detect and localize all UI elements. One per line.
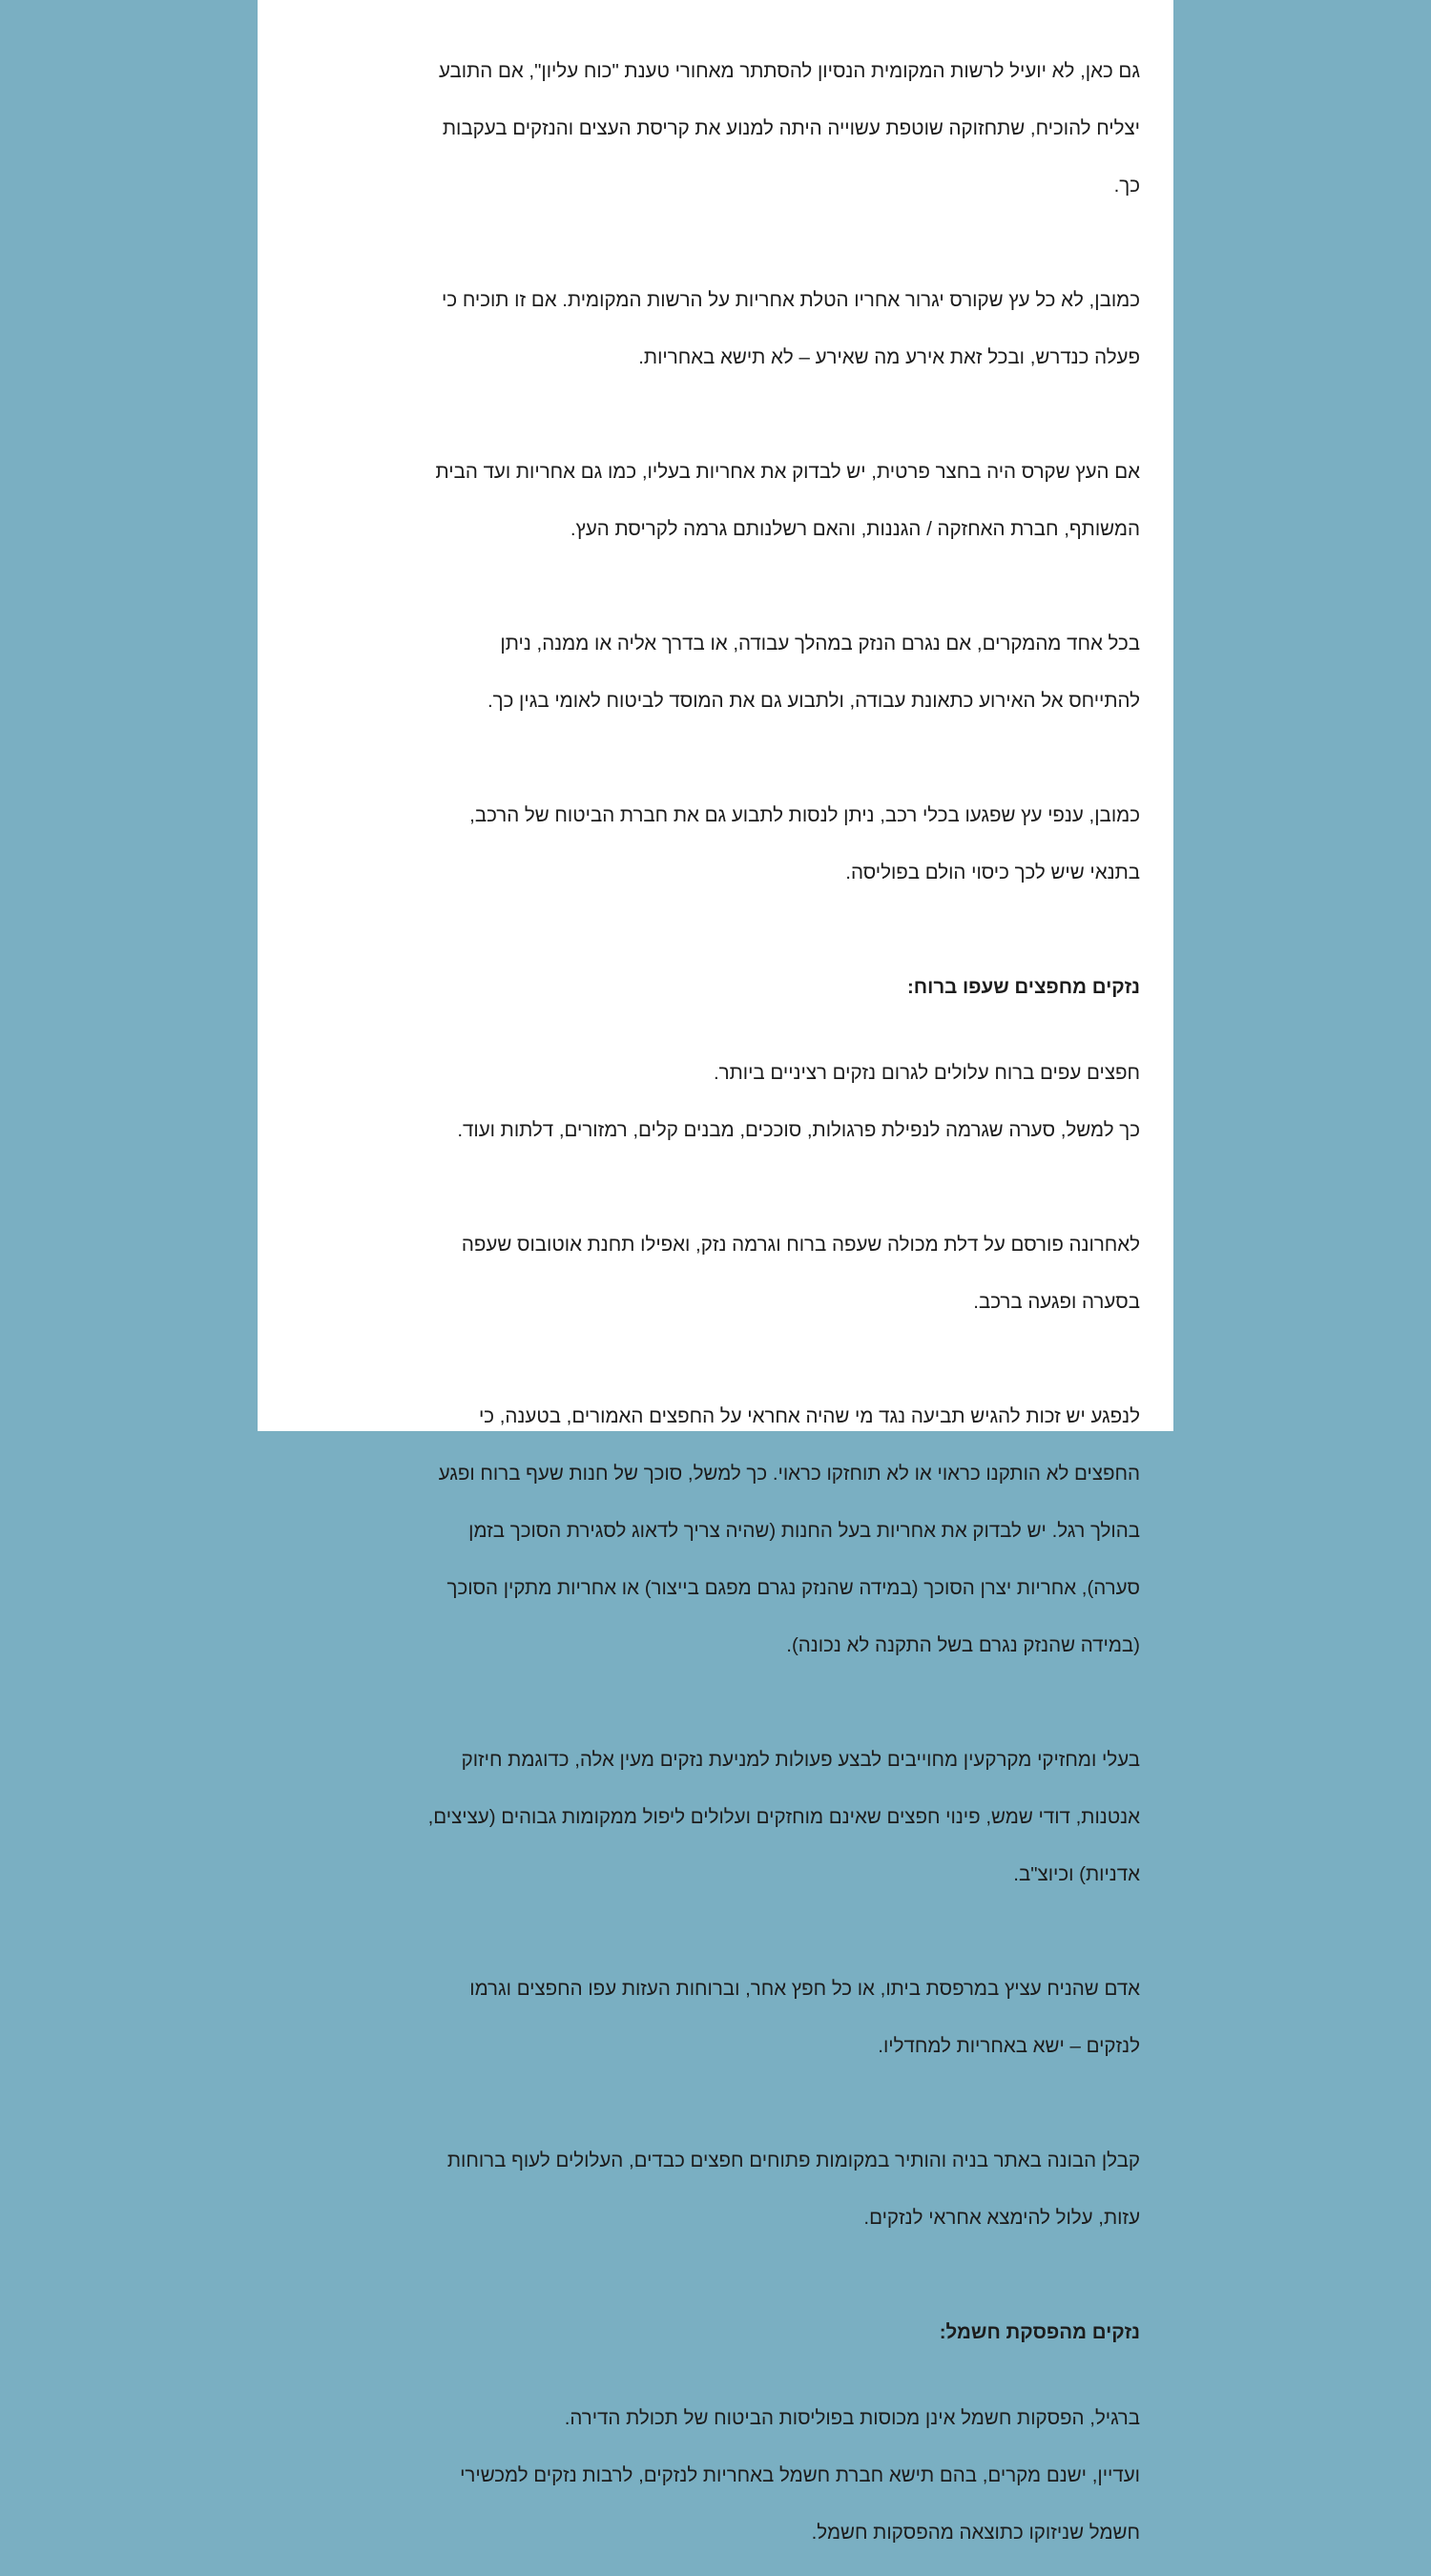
text-line: המשותף, חברת האחזקה / הגננות, והאם רשלנותם גרמה לקריסת העץ. [570,518,1140,540]
text-line: בתנאי שיש לכך כיסוי הולם בפוליסה. [845,862,1140,883]
text-line: גם כאן, לא יועיל לרשות המקומית הנסיון להסתתר מאחורי טענת "כוח עליון", אם התובע [439,60,1140,82]
paragraph-private-yard [296,429,1140,572]
text-line: אם העץ שקרס היה בחצר פרטית, יש לבדוק את אחריות בעליו, כמו גם אחריות ועד הבית [435,461,1140,483]
text-line: ועדיין, ישנם מקרים, בהם תישא חברת חשמל באחריות לנזקים, לרבות נזקים למכשירי [460,2464,1140,2486]
section-heading-power: נזקים מהפסקת חשמל: [939,2321,1140,2343]
text-line: כך. [1113,175,1140,197]
section-heading-wind: נזקים מחפצים שעפו ברוח: [906,976,1140,998]
text-line: בכל אחד מהמקרים, אם נגרם הנזק במהלך עבודה, או בדרך אליה או ממנה, ניתן [500,633,1140,654]
text-line: לאחרונה פורסם על דלת מכולה שעפה ברוח וגרמה נזק, ואפילו תחנת אוטובוס שעפה [461,1234,1140,1256]
text-line: סערה), אחריות יצרן הסוכך (במידה שהנזק נגרם מפגם בייצור) או אחריות מתקין הסוכך [446,1577,1140,1599]
text-line: חשמל שניזוקו כתוצאה מהפסקות חשמל. [811,2522,1140,2544]
text-line: לנזקים – ישא באחריות למחדליו. [878,2035,1140,2057]
text-line: עזות, עלול להימצא אחראי לנזקים. [863,2207,1140,2229]
paragraph-power-outage [296,2376,1140,2576]
text-line: אדניות) וכיוצ"ב. [1013,1863,1140,1885]
text-line: קבלן הבונה באתר בניה והותיר במקומות פתוחים חפצים כבדים, העלולים לעוף ברוחות [446,2150,1140,2171]
text-line: אנטנות, דודי שמש, פינוי חפצים שאינם מוחזקים ועלולים ליפול ממקומות גבוהים (עציצים, [427,1806,1140,1828]
document-body [296,29,1140,2576]
text-line: פעלה כנדרש, ובכל זאת אירע מה שאירע – לא תישא באחריות. [638,346,1140,368]
text-line: יצליח להוכיח, שתחזוקה שוטפת עשוייה היתה למנוע את קריסת העצים והנזקים בעקבות [442,117,1140,139]
text-line: (במידה שהנזק נגרם בשל התקנה לא נכונה). [786,1634,1140,1656]
paragraph-vehicle-insurance [296,773,1140,916]
text-line: החפצים לא הותקנו כראוי או לא תוחזקו כראוי. כך למשל, סוכך של חנות שעף ברוח ופגע [438,1463,1140,1485]
paragraph-force-majeure [296,29,1140,229]
paragraph-right-to-sue [296,1374,1140,1689]
document-page [258,0,1173,2544]
paragraph-work-accident [296,601,1140,744]
paragraph-balcony-pot [296,1946,1140,2089]
text-line: לנפגע יש זכות להגיש תביעה נגד מי שהיה אחראי על החפצים האמורים, בטענה, כי [478,1405,1140,1427]
paragraph-container-door [296,1202,1140,1345]
text-line: להתייחס אל האירוע כתאונת עבודה, ולתבוע גם את המוסד לביטוח לאומי בגין כך. [487,690,1140,712]
text-line: אדם שהניח עציץ במרפסת ביתו, או כל חפץ אחר, וברוחות העזות עפו החפצים וגרמו [469,1978,1140,2000]
paragraph-flying-objects [296,1030,1140,1174]
text-line: בסערה ופגעה ברכב. [973,1291,1140,1313]
paragraph-property-owners [296,1717,1140,1918]
text-line: בהולך רגל. יש לבדוק את אחריות בעל החנות (שהיה צריך לדאוג לסגירת הסוכך בזמן [468,1520,1140,1542]
text-line: כמובן, לא כל עץ שקורס יגרור אחריו הטלת אחריות על הרשות המקומית. אם זו תוכיח כי [442,289,1140,311]
text-line: בעלי ומחזיקי מקרקעין מחוייבים לבצע פעולות למניעת נזקים מעין אלה, כדוגמת חיזוק [461,1749,1140,1771]
text-line: ברגיל, הפסקות חשמל אינן מכוסות בפוליסות הביטוח של תכולת הדירה. [564,2407,1140,2429]
text-line: כמובן, ענפי עץ שפגעו בכלי רכב, ניתן לנסות לתבוע גם את חברת הביטוח של הרכב, [469,804,1140,826]
text-line: כך למשל, סערה שגרמה לנפילת פרגולות, סוככים, מבנים קלים, רמזורים, דלתות ועוד. [457,1119,1140,1141]
paragraph-authority-liability [296,258,1140,401]
text-line: חפצים עפים ברוח עלולים לגרום נזקים רציניים ביותר. [713,1062,1140,1084]
paragraph-contractor [296,2118,1140,2261]
